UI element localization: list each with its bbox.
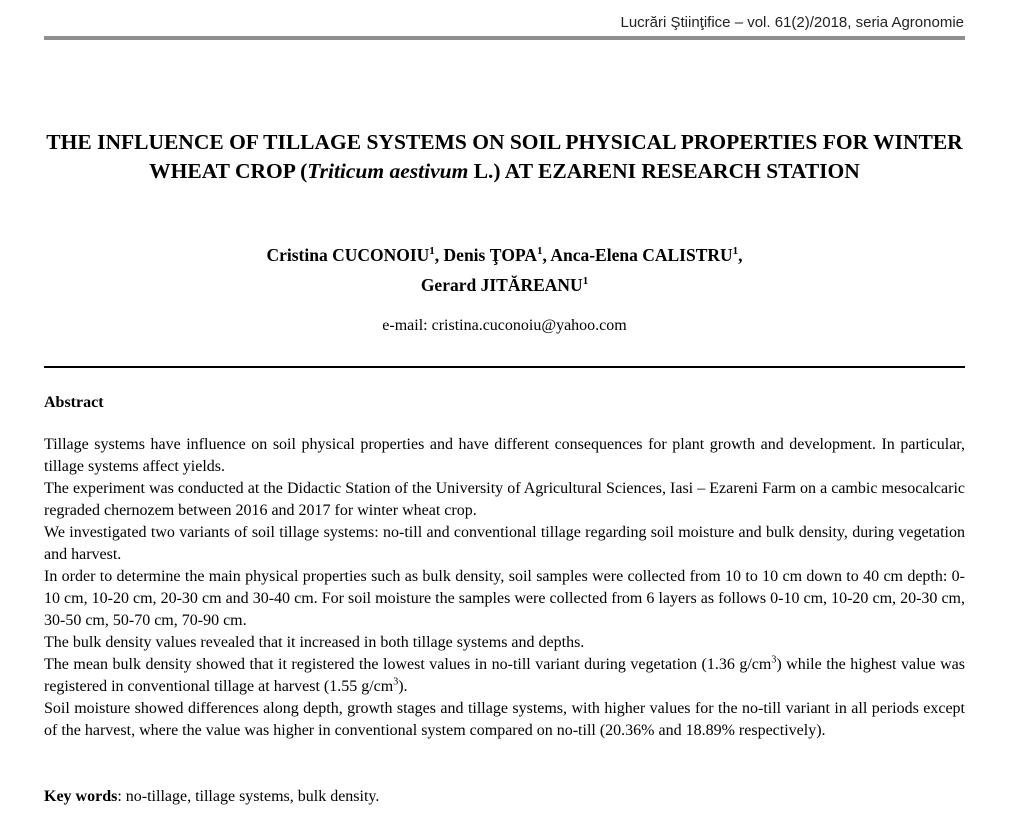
title-species: Triticum aestivum — [307, 159, 469, 183]
abstract-paragraph: In order to determine the main physical properties such as bulk density, soil samples were collected from 10 to 10 cm down to 40 cm depth: 0-10 cm, 10-20 cm, 20-30 cm and 30-40 cm. For soil moisture the samples were collected from 6 layers as follows 0-10 cm, 10-20 cm, 20-30 cm, 30-50 cm, 50-70 cm, 70-90 cm. — [44, 568, 965, 629]
abstract-paragraph — [44, 654, 965, 698]
author-affiliation: 1 — [732, 245, 739, 257]
author-affiliation: 1 — [429, 245, 435, 257]
abstract-heading: Abstract — [44, 394, 104, 411]
abstract-paragraph: The experiment was conducted at the Didactic Station of the University of Agricultural Sciences, Iasi – Ezareni Farm on a cambic mesocalcaric regraded chernozem between 2016 and 2017 for winter wheat crop. — [44, 480, 965, 519]
author-affiliation: 1 — [582, 274, 589, 287]
header-rule — [44, 36, 965, 40]
keywords — [44, 788, 965, 806]
author-name: Denis ŢOPA — [443, 244, 538, 265]
abstract-paragraph: We investigated two variants of soil tillage systems: no-till and conventional tillage regarding soil moisture and bulk density, during vegetation and harvest. — [44, 524, 965, 563]
abstract-paragraph: The bulk density values revealed that it increased in both tillage systems and depths. — [44, 634, 585, 651]
keywords-text: : no-tillage, tillage systems, bulk density. — [117, 788, 380, 805]
author-name: Gerard JITĂREANU — [420, 274, 583, 295]
abstract-body — [44, 434, 965, 742]
superscript: 3 — [393, 676, 399, 688]
journal-header: Lucrări Ştiinţifice – vol. 61(2)/2018, seria Agronomie — [620, 14, 964, 31]
author-email: e-mail: cristina.cuconoiu@yahoo.com — [382, 317, 627, 334]
section-rule — [44, 366, 965, 368]
title-part1: THE INFLUENCE OF TILLAGE SYSTEMS ON SOIL PHYSICAL PROPERTIES FOR WINTER WHEAT CROP ( — [46, 130, 963, 183]
abstract-text: ). — [398, 678, 408, 695]
paper-title — [44, 128, 965, 186]
superscript: 3 — [771, 654, 777, 666]
author-list: Cristina CUCONOIU$^1$, Denis ŢOPA$^1$, Anca-Elena CALISTRU$^1$, Gerard JITĂREANU$^1$ — [266, 244, 743, 295]
abstract-text: ) while the highest value was registered in conventional tillage at harvest (1.55 g/cm — [44, 656, 966, 695]
abstract-text: The mean bulk density showed that it registered the lowest values in no-till variant during vegetation (1.36 g/cm — [44, 656, 772, 673]
title-part2: L.) AT EZARENI RESEARCH STATION — [468, 159, 860, 183]
abstract-paragraph: Tillage systems have influence on soil physical properties and have different consequences for plant growth and development. In particular, tillage systems affect yields. — [44, 436, 965, 475]
author-name: Anca-Elena CALISTRU — [550, 244, 733, 265]
author-name: Cristina CUCONOIU — [266, 244, 430, 265]
abstract-paragraph: Soil moisture showed differences along depth, growth stages and tillage systems, with higher values for the no-till variant in all periods except of the harvest, where the value was higher in conventional system compared on no-till (20.36% and 18.89% respectively). — [44, 700, 965, 739]
author-affiliation: 1 — [537, 245, 543, 257]
keywords-label: Key words — [44, 788, 118, 805]
